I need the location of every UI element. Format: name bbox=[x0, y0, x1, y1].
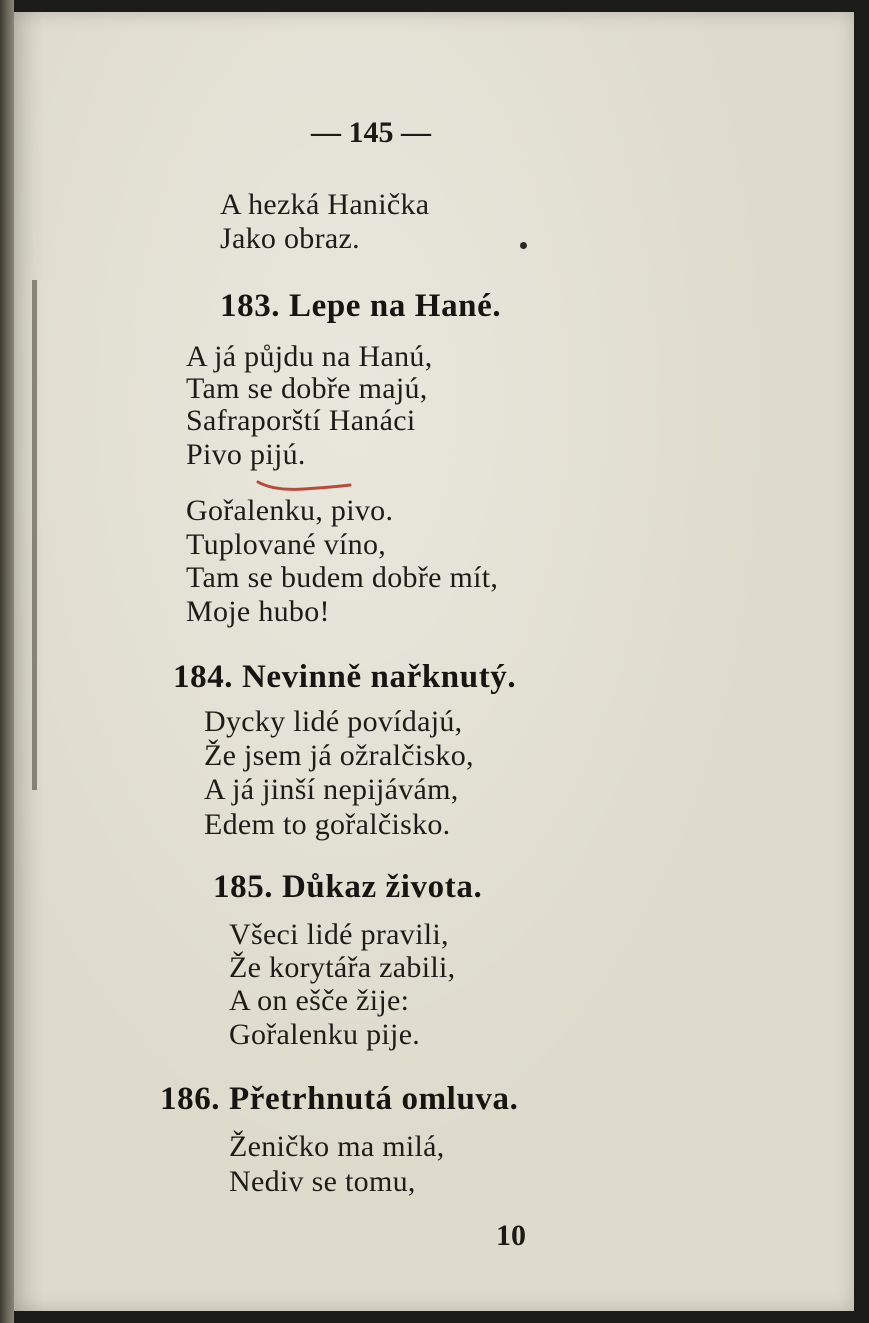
verse-line: Pivo pijú. bbox=[186, 438, 306, 471]
signature-mark: 10 bbox=[496, 1219, 526, 1252]
verse-line: A on ešče žije: bbox=[229, 984, 410, 1017]
page-left-edge bbox=[0, 0, 14, 1323]
verse-line: Gořalenku, pivo. bbox=[186, 494, 394, 527]
verse-line: Edem to gořalčisko. bbox=[204, 808, 451, 841]
verse-line: Jako obraz. bbox=[220, 222, 360, 255]
verse-line: A já jinší nepijávám, bbox=[204, 773, 459, 806]
verse-line: Všeci lidé pravili, bbox=[229, 918, 449, 951]
page-number: — 145 — bbox=[311, 116, 431, 149]
spine-shadow bbox=[32, 280, 37, 790]
section-heading-183: 183. Lepe na Hané. bbox=[220, 288, 502, 324]
verse-line: A já půjdu na Hanú, bbox=[186, 340, 433, 373]
verse-line: Že korytářa zabili, bbox=[229, 951, 456, 984]
pencil-underline-mark bbox=[254, 476, 354, 496]
verse-line: Tuplované víno, bbox=[186, 528, 387, 561]
verse-line: Nediv se tomu, bbox=[229, 1165, 416, 1198]
verse-line: Ženičko ma milá, bbox=[229, 1130, 445, 1163]
ink-spot bbox=[520, 242, 527, 249]
verse-line: Safraporští Hanáci bbox=[186, 404, 416, 437]
section-heading-186: 186. Přetrhnutá omluva. bbox=[160, 1081, 519, 1117]
verse-line: Dycky lidé povídajú, bbox=[204, 705, 463, 738]
verse-line: Tam se budem dobře mít, bbox=[186, 561, 499, 594]
verse-line: Gořalenku pije. bbox=[229, 1018, 421, 1051]
section-heading-184: 184. Nevinně nařknutý. bbox=[173, 659, 517, 695]
verse-line: Tam se dobře majú, bbox=[186, 372, 428, 405]
section-heading-185: 185. Důkaz života. bbox=[213, 869, 483, 905]
verse-line: Že jsem já ožralčisko, bbox=[204, 739, 474, 772]
verse-line: A hezká Hanička bbox=[220, 188, 430, 221]
verse-line: Moje hubo! bbox=[186, 595, 330, 628]
